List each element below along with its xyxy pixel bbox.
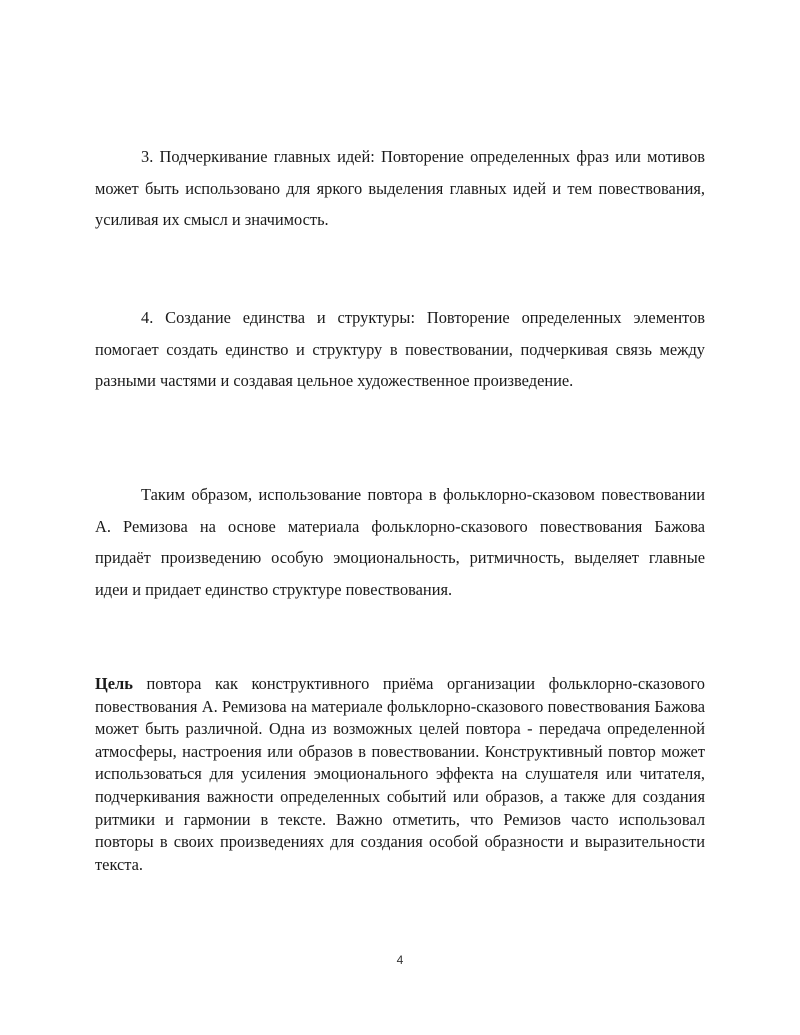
paragraph-purpose — [95, 673, 705, 876]
paragraph-conclusion: Таким образом, использование повтора в фольклорно-сказовом повествовании А. Ремизова на основе материала фольклорно-сказового повествования Бажова придаёт произведению особую эмоциональность, ритмичность, выделяет главные идеи и придает единство структуре повествования. — [95, 485, 705, 599]
paragraph-purpose-text: повтора как конструктивного приёма организации фольклорно-сказового повествования А. Ремизова на материале фольклорно-сказового повествования Бажова может быть различной. Одна из возможных целей повтора - передача определенной атмосферы, настроения или образов в повествовании. Конструктивный повтор может использоваться для усиления эмоционального эффекта на слушателя или читателя, подчеркивания важности определенных событий или образов, а также для создания ритмики и гармонии в тексте. Важно отметить, что Ремизов часто использовал повторы в своих произведениях для создания особой образности и выразительности текста. — [95, 674, 705, 874]
paragraph-purpose-lead: Цель — [95, 674, 133, 693]
paragraph-unity-structure: 4. Создание единства и структуры: Повторение определенных элементов помогает создать единство и структуру в повествовании, подчеркивая связь между разными частями и создавая цельное художественное произведение. — [95, 308, 705, 390]
page-number: 4 — [396, 953, 404, 967]
paragraph-emphasis-main-ideas: 3. Подчеркивание главных идей: Повторение определенных фраз или мотивов может быть использовано для яркого выделения главных идей и тем повествования, усиливая их смысл и значимость. — [95, 147, 705, 229]
